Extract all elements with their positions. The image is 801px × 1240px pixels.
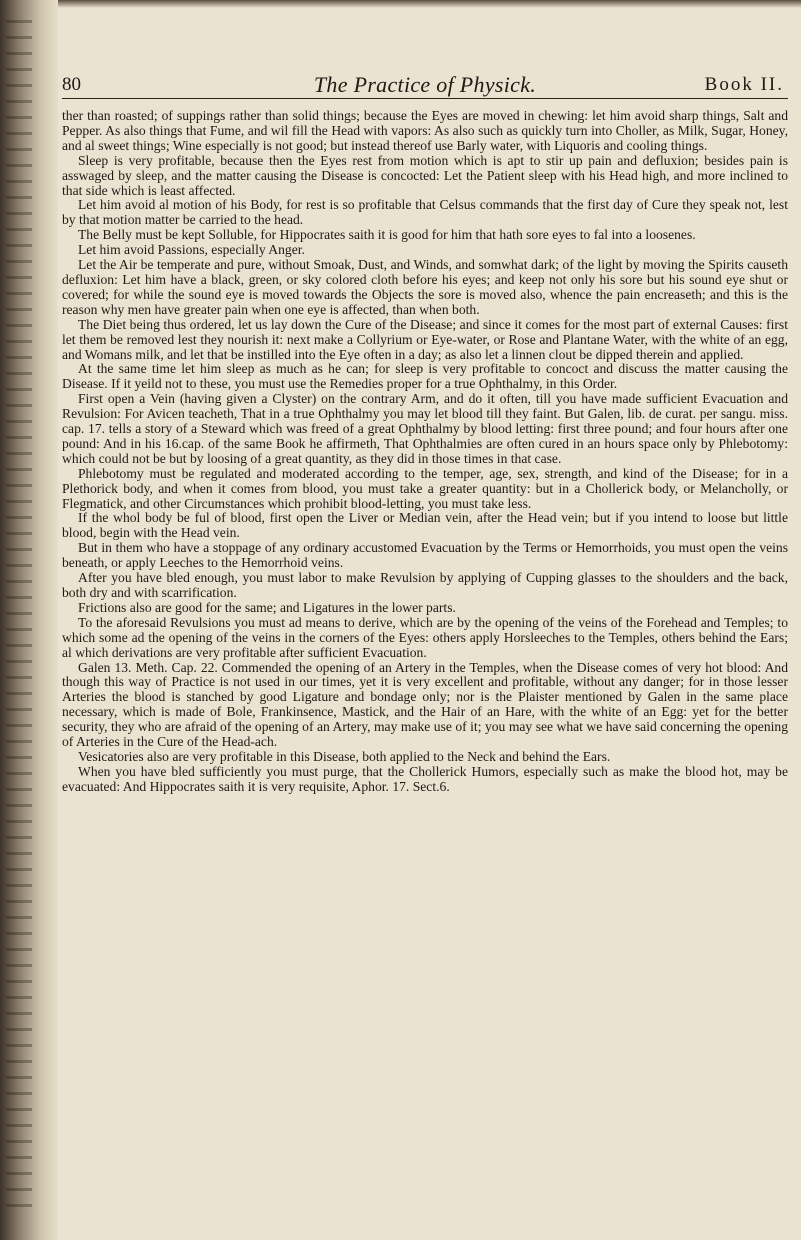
body-text <box>62 109 788 795</box>
paragraph: Frictions also are good for the same; and Ligatures in the lower parts. <box>78 599 456 615</box>
paragraph: To the aforesaid Revulsions you must ad means to derive, which are by the opening of the veins of the Forehead and Temples; to which some ad the opening of the veins in the corners of the Eyes: others apply Horsleeches to the Temples, others behind the Ears; al which derivations are very profitable after sufficient Evacuation. <box>62 614 788 660</box>
page-number: 80 <box>62 74 81 95</box>
paragraph: Vesicatories also are very profitable in this Disease, both applied to the Neck and behind the Ears. <box>78 748 611 764</box>
page-header <box>62 68 788 99</box>
running-title: The Practice of Physick. <box>313 72 537 97</box>
paragraph: Phlebotomy must be regulated and moderated according to the temper, age, sex, strength, and kind of the Disease; for in a Plethorick body, and when it comes from blood, you must take a greater quantity: but in a Chollerick body, or Melancholly, or Flegmatick, and other Circumstances which prohibit blood-letting, you must take less. <box>62 465 788 511</box>
paragraph: ther than roasted; of suppings rather than solid things; because the Eyes are moved in chewing: let him avoid sharp things, Salt and Pepper. As also things that Fume, and wil fill the Head with vapors: As also such as quickly turn into Choller, as Milk, Sugar, Honey, and al sweet things; Wine especially is not good; but instead thereof use Barly water, with Liquoris and cooling things. <box>62 108 788 153</box>
scan-shadow-top <box>0 0 801 8</box>
book-label: Book II. <box>704 74 784 95</box>
paragraph: At the same time let him sleep as much as he can; for sleep is very profitable to concoct and discuss the matter causing the Disease. If it yeild not to these, you must use the Remedies proper for a true Ophthalmy, in this Order. <box>62 361 788 392</box>
paragraph: First open a Vein (having given a Clyster) on the contrary Arm, and do it often, till you have made sufficient Evacuation and Revulsion: For Avicen teacheth, That in a true Ophthalmy you may let blood till they faint. But Galen, lib. de curat. per sangu. miss. cap. 17. tells a story of a Steward which was freed of a great Ophthalmy by blood letting: first three pound; and four hours after one pound: And in his 16.cap. of the same Book he affirmeth, That Ophthalmies are often cured in an hours space only by Phlebotomy: which could not be but by loosing of a great quantity, as they did in those times in that case. <box>62 391 788 466</box>
paragraph: The Diet being thus ordered, let us lay down the Cure of the Disease; and since it comes for the most part of external Causes: first let them be removed lest they nourish it: next make a Collyrium or Eye-water, or Rose and Plantane Water, with the white of an egg, and Womans milk, and let that be instilled into the Eye often in a day; as also let a linnen clout be dipped therein and applied. <box>62 316 788 362</box>
paragraph: The Belly must be kept Solluble, for Hippocrates saith it is good for him that hath sore eyes to fal into a loosenes. <box>78 227 696 243</box>
book-page <box>62 68 788 1228</box>
paragraph: When you have bled sufficiently you must purge, that the Chollerick Humors, especially such as make the blood hot, may be evacuated: And Hippocrates saith it is very requisite, Aphor. 17. Sect.6. <box>62 763 788 794</box>
paragraph: Let the Air be temperate and pure, without Smoak, Dust, and Winds, and somwhat dark; of the light by moving the Spirits causeth defluxion: Let him have a black, green, or sky colored cloth before his eyes; and keep not only his sore but his sound eye shut or covered; for while the sound eye is moved towards the Objects the sore is moved also, whence the pain encreaseth; and this is the reason why men have greater pain when one eye is affected, than when both. <box>62 257 788 317</box>
book-spine-edge <box>0 0 58 1240</box>
paragraph: After you have bled enough, you must labor to make Revulsion by applying of Cupping glasses to the shoulders and the back, both dry and with scarrification. <box>62 570 788 600</box>
paragraph: Let him avoid Passions, especially Anger. <box>78 242 305 258</box>
paragraph: Let him avoid al motion of his Body, for rest is so profitable that Celsus commands that the first day of Cure they speak not, lest by that motion matter be carried to the head. <box>62 197 788 228</box>
paragraph: If the whol body be ful of blood, first open the Liver or Median vein, after the Head vein; but if you intend to loose but little blood, begin with the Head vein. <box>62 510 788 541</box>
paragraph: Galen 13. Meth. Cap. 22. Commended the opening of an Artery in the Temples, when the Disease comes of very hot blood: And though this way of Practice is not used in our times, yet it is very excellent and profitable, without any danger; for in those lesser Arteries the blood is stanched by good Ligature and bondage only; nor is the Plaister mentioned by Galen in the same place necessary, which is made of Bole, Frankinsence, Mastick, and the Hair of an Hare, with the white of an Egg: yet for the better security, they who are afraid of the opening of an Artery, may make use of it; you may see what we have said concerning the opening of Arteries in the Cure of the Head-ach. <box>62 659 788 750</box>
paragraph: But in them who have a stoppage of any ordinary accustomed Evacuation by the Terms or Hemorrhoids, you must open the veins beneath, or apply Leeches to the Hemorrhoid veins. <box>62 540 788 571</box>
page-edge-strips <box>6 20 32 1220</box>
paragraph: Sleep is very profitable, because then the Eyes rest from motion which is apt to stir up pain and defluxion; besides pain is asswaged by sleep, and the matter causing the Disease is concocted: Let the Patient sleep with his Head high, and more inclined to that side which is least affected. <box>62 152 788 198</box>
